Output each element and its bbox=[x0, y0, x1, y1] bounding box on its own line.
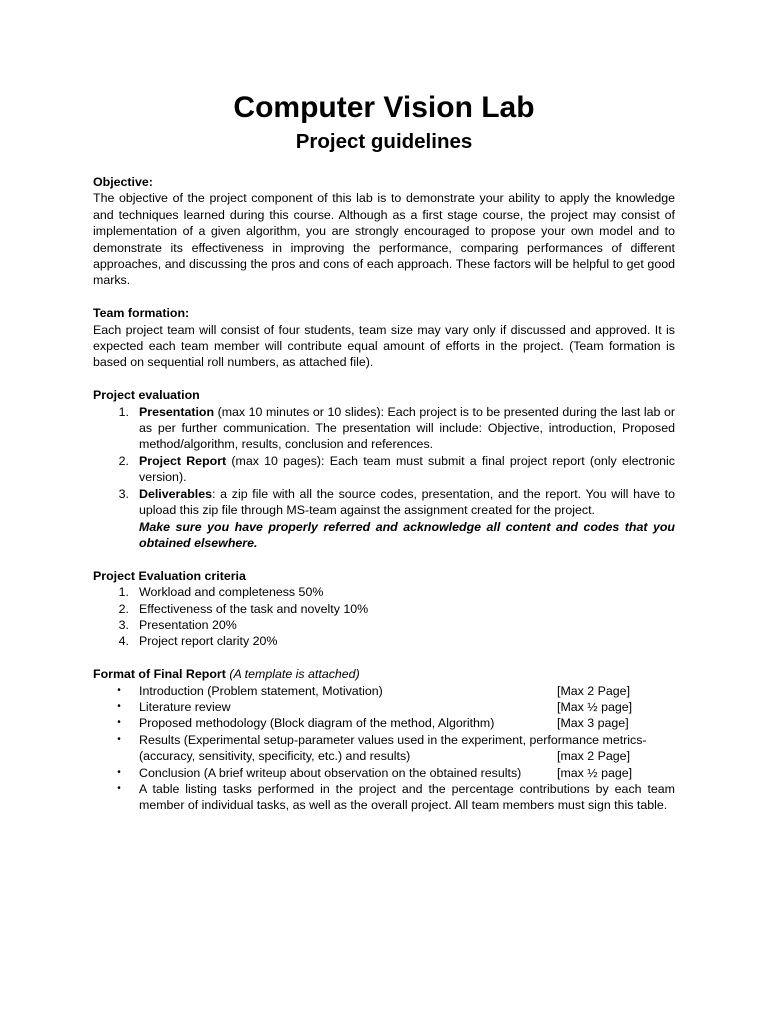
list-item bbox=[93, 486, 675, 552]
document-page bbox=[93, 88, 675, 814]
team-section bbox=[93, 305, 675, 371]
page-limit: [max ½ page] bbox=[557, 765, 633, 780]
item-text: (max 10 minutes or 10 slides): Each project is to be presented during the last lab or as per further communication. The presentation will include: Objective, introduction, Proposed method/algorithm, results, conclusion and references. bbox=[139, 404, 675, 452]
team-heading: Team formation: bbox=[93, 306, 190, 321]
item-text: Presentation 20% bbox=[139, 617, 237, 632]
list-number: 3. bbox=[118, 617, 129, 632]
list-item bbox=[93, 683, 675, 699]
page-limit: [Max 3 page] bbox=[557, 716, 629, 731]
format-list bbox=[93, 683, 675, 814]
evaluation-list bbox=[93, 404, 675, 552]
item-text: Literature review bbox=[139, 699, 231, 714]
item-text: : a zip file with all the source codes, presentation, and the report. You will have to upload this zip file through MS-team against the assignment created for the project. bbox=[139, 486, 675, 518]
list-number: 2. bbox=[118, 601, 129, 616]
list-number: 4. bbox=[118, 634, 129, 649]
item-text: Introduction (Problem statement, Motivation) bbox=[139, 683, 383, 698]
list-number: 2. bbox=[118, 453, 129, 468]
format-heading-note: (A template is attached) bbox=[229, 667, 360, 682]
item-term: Deliverables bbox=[139, 486, 213, 501]
item-text: Workload and completeness 50% bbox=[139, 585, 324, 600]
criteria-section bbox=[93, 568, 675, 650]
format-section bbox=[93, 666, 675, 814]
objective-section bbox=[93, 174, 675, 289]
item-text: (max 10 pages): Each team must submit a final project report (only electronic version). bbox=[139, 453, 675, 485]
team-body: Each project team will consist of four students, team size may vary only if discussed and approved. It is expected each team member will contribute equal amount of efforts in the project. (Team formation is based on sequential roll numbers, as attached file). bbox=[93, 322, 675, 370]
list-number: 3. bbox=[118, 486, 129, 501]
bullet-icon: • bbox=[117, 733, 121, 745]
list-number: 1. bbox=[118, 585, 129, 600]
item-text: Proposed methodology (Block diagram of the method, Algorithm) bbox=[139, 716, 495, 731]
item-term: Project Report bbox=[139, 453, 227, 468]
list-item bbox=[93, 765, 675, 781]
list-item bbox=[93, 781, 675, 814]
bullet-icon: • bbox=[117, 684, 121, 696]
item-text: A table listing tasks performed in the project and the percentage contributions by each team member of individual tasks, as well as the overall project. All team members must sign this table. bbox=[139, 781, 675, 813]
document-title: Computer Vision Lab bbox=[233, 91, 535, 124]
item-term: Presentation bbox=[139, 404, 215, 419]
list-item bbox=[93, 732, 675, 765]
bullet-icon: • bbox=[117, 717, 121, 729]
item-text: Conclusion (A brief writeup about observation on the obtained results) bbox=[139, 765, 522, 780]
evaluation-section bbox=[93, 387, 675, 551]
list-item bbox=[93, 633, 675, 649]
item-text-continued: (accuracy, sensitivity, specificity, etc.) and results) bbox=[139, 749, 411, 764]
bullet-icon: • bbox=[117, 766, 121, 778]
list-item bbox=[93, 601, 675, 617]
item-text: Effectiveness of the task and novelty 10% bbox=[139, 601, 369, 616]
list-item bbox=[93, 584, 675, 600]
page-limit: [Max 2 Page] bbox=[557, 683, 631, 698]
page-limit: [max 2 Page] bbox=[557, 749, 631, 764]
bullet-icon: • bbox=[117, 782, 121, 794]
bullet-icon: • bbox=[117, 700, 121, 712]
item-text: Project report clarity 20% bbox=[139, 634, 278, 649]
list-item bbox=[93, 404, 675, 453]
format-heading-line bbox=[93, 666, 675, 682]
list-item bbox=[93, 617, 675, 633]
item-text: Results (Experimental setup-parameter values used in the experiment, performance metrics- bbox=[139, 732, 647, 747]
evaluation-heading: Project evaluation bbox=[93, 388, 200, 403]
list-item bbox=[93, 699, 675, 715]
format-heading: Format of Final Report bbox=[93, 667, 226, 682]
page-limit: [Max ½ page] bbox=[557, 699, 633, 714]
list-item bbox=[93, 715, 675, 731]
document-subtitle: Project guidelines bbox=[295, 130, 473, 153]
integrity-note: Make sure you have properly referred and acknowledge all content and codes that you obtained elsewhere. bbox=[139, 519, 675, 550]
criteria-heading: Project Evaluation criteria bbox=[93, 568, 246, 583]
list-number: 1. bbox=[118, 404, 129, 419]
objective-heading: Objective: bbox=[93, 175, 153, 189]
list-item bbox=[93, 453, 675, 486]
criteria-list bbox=[93, 584, 675, 650]
objective-body: The objective of the project component of this lab is to demonstrate your ability to apply the knowledge and techniques learned during this course. Although as a first stage course, the project may consist of implementation of a given algorithm, you are strongly encouraged to propose your own model and to demonstrate its effectiveness in improving the performance, comparing performances of different approaches, and discussing the pros and cons of each approach. These factors will be helpful to get good marks. bbox=[93, 191, 675, 288]
